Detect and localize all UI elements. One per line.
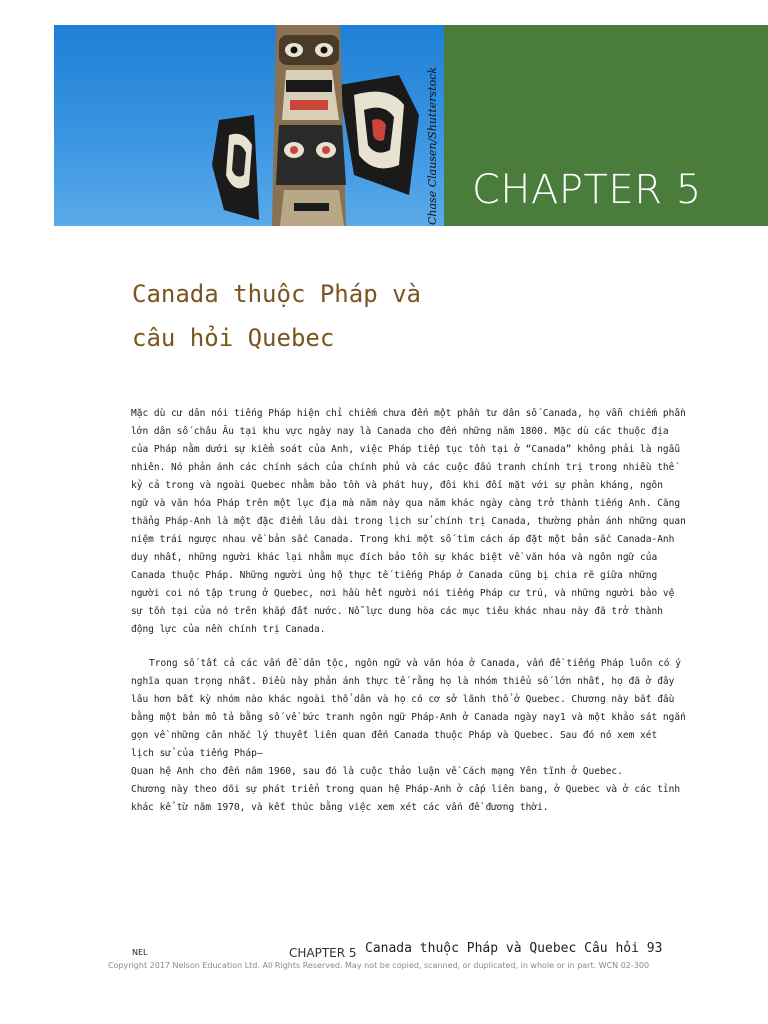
paragraph-1 [131,405,686,639]
text-line: kỷ cả trong và ngoài Quebec nhằm bảo tồn và phát huy, đôi khi đối mặt với sự phản kháng, ngôn [131,480,663,491]
chapter-heading: CHAPTER 5 [472,167,702,213]
text-line: lớn dân số châu Âu tại khu vực ngày nay là Canada cho đến những năm 1800. Mặc dù các thuộc địa [131,426,669,437]
text-line: sự tồn tại của nó trên khắp đất nước. Nỗ lực dung hòa các mục tiêu khác nhau này đã trở thành [131,606,663,617]
text-line: khác kể từ năm 1970, và kết thúc bằng việc xem xét các vấn đề đương thời. [131,802,549,813]
text-line: gọn về những cân nhắc lý thuyết liên quan đến Canada thuộc Pháp và Quebec. Sau đó nó xem xét [131,730,658,741]
text-line: lịch sử của tiếng Pháp– [131,748,263,759]
title-line-1: Canada thuộc Pháp và [132,280,421,308]
text-line: của Pháp nằm dưới sự kiểm soát của Anh, việc Pháp tiếp tục tồn tại ở “Canada” không phải là ngẫu [131,444,681,455]
totem-pole-illustration [54,25,444,226]
text-line: Chương này theo dõi sự phát triển trong quan hệ Pháp-Anh ở cấp liên bang, ở Quebec và ở các tỉnh [131,784,681,795]
copyright-notice: Copyright 2017 Nelson Education Ltd. All Rights Reserved. May not be copied, scanned, or duplicated, in whole or in part. WCN 02-300 [108,961,650,970]
title-line-2: câu hỏi Quebec [132,324,335,352]
text-line: Quan hệ Anh cho đến năm 1960, sau đó là cuộc thảo luận về Cách mạng Yên tĩnh ở Quebec. [131,766,623,777]
text-line: thẳng Pháp-Anh là một đặc điểm lâu dài trong lịch sử chính trị Canada, thường phản ánh những quan [131,516,686,527]
chapter-title [132,272,652,360]
text-line: duy nhất, những người khác lại nhằm mục đích bảo tồn sự khác biệt về văn hóa và ngôn ngữ của [131,552,658,563]
text-line: ngữ và văn hóa Pháp trên một lục địa mà năm này qua năm khác ngày càng trở thành tiếng Anh. Căng [131,498,681,509]
text-line: Canada thuộc Pháp. Những người ủng hộ thực tế tiếng Pháp ở Canada cũng bị chia rẽ giữa những [131,570,658,581]
text-line: Trong số tất cả các vấn đề dân tộc, ngôn ngữ và văn hóa ở Canada, vấn đề tiếng Pháp luôn có ý [149,658,681,669]
text-line: động lực của nền chính trị Canada. [131,624,326,635]
footer-chapter: CHAPTER 5 [289,946,357,960]
text-line: bằng một bản mô tả bằng số về bức tranh ngôn ngữ Pháp-Anh ở Canada ngày nay1 và một khảo sát ngắn [131,712,686,723]
publisher-mark: NEL [132,948,148,957]
page-footer [0,940,768,980]
footer-title-page-number: Canada thuộc Pháp và Quebec Câu hỏi 93 [365,941,663,956]
photo-credit: Chase Clausen/Shutterstock [426,66,439,225]
text-line: người coi nó tập trung ở Quebec, nơi hầu hết người nói tiếng Pháp cư trú, và những người bảo vệ [131,588,675,599]
chapter-banner [54,25,768,226]
totem-pole-photo [54,25,444,226]
text-line: nhiên. Nó phản ánh các chính sách của chính phủ và các cuộc đấu tranh chính trị trong nhiều thế [131,462,675,473]
text-line: lâu hơn bất kỳ nhóm nào khác ngoài thổ dân và họ có cơ sở lãnh thổ ở Quebec. Chương này bắt đầu [131,694,675,705]
text-line: niệm trái ngược nhau về bản sắc Canada. Trong khi một số tìm cách áp đặt một bản sắc Canada-Anh [131,534,675,545]
text-line: nghĩa quan trọng nhất. Điều này phản ánh thực tế rằng họ là nhóm thiểu số lớn nhất, họ đã ở đây [131,676,675,687]
text-line: Mặc dù cư dân nói tiếng Pháp hiện chỉ chiếm chưa đến một phần tư dân số Canada, họ vẫn chiếm phần [131,408,686,419]
paragraph-2 [131,655,686,817]
chapter-band [444,25,768,226]
